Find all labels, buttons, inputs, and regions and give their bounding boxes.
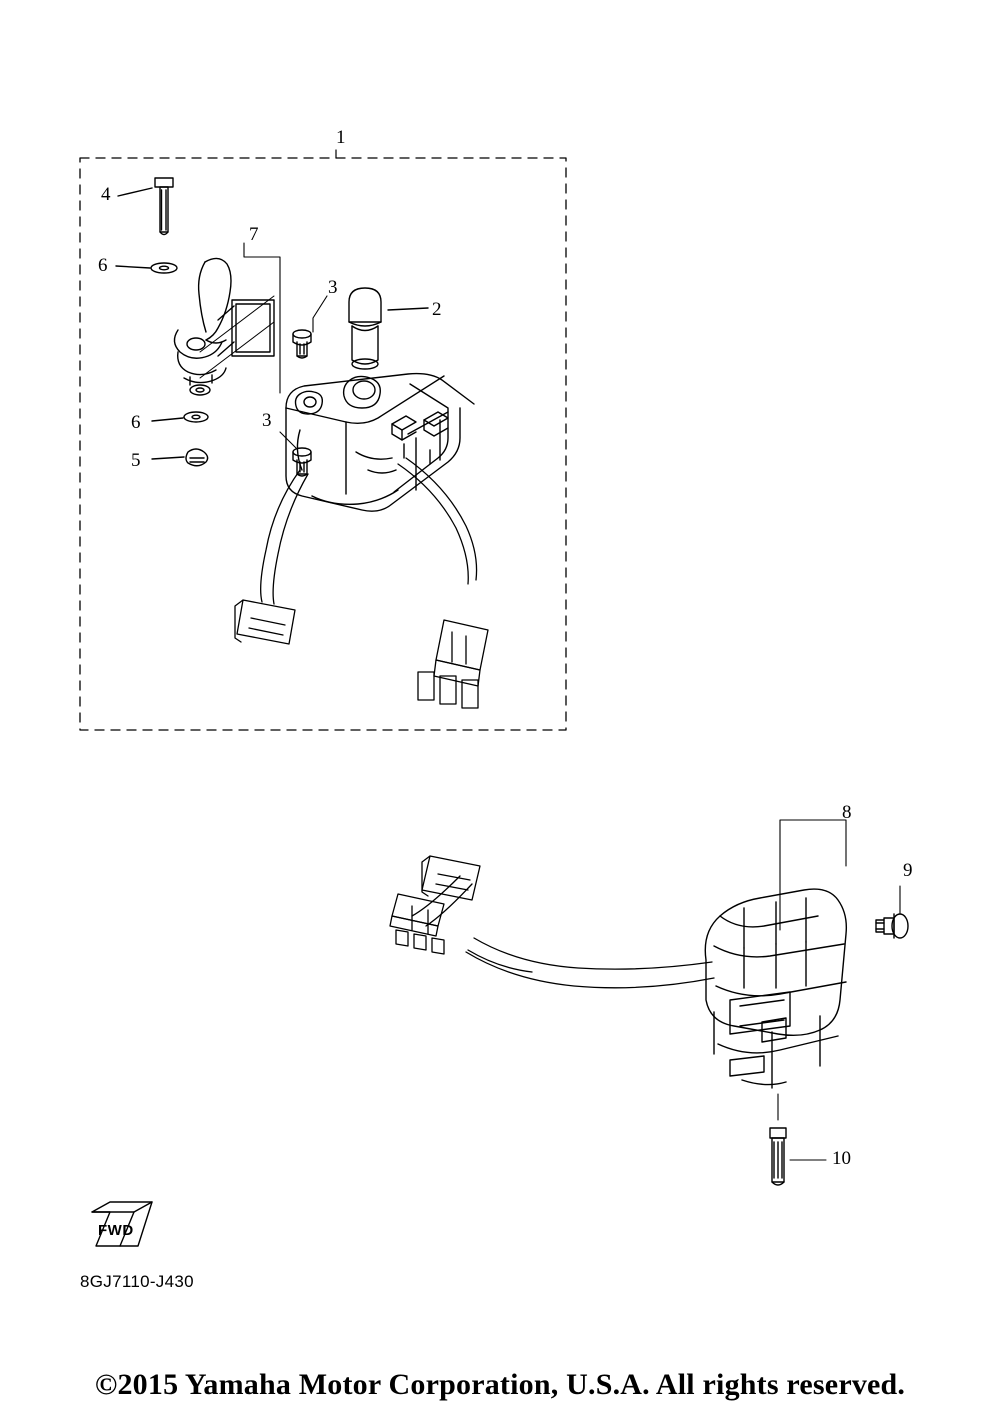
- part-5-clip: [186, 449, 208, 466]
- part-4-bolt: [155, 178, 173, 235]
- callout-7: 7: [249, 224, 259, 245]
- leader-5: [152, 457, 184, 459]
- callout-10: 10: [832, 1148, 851, 1169]
- part-7-lever: [174, 258, 274, 395]
- leader-3-upper: [313, 296, 327, 332]
- leader-2: [388, 308, 428, 310]
- part-3-screw-lower: [293, 448, 311, 476]
- part-9-screw: [876, 914, 908, 938]
- callout-5: 5: [131, 450, 141, 471]
- callout-6-upper: 6: [98, 255, 108, 276]
- lower-wiring-harness: [390, 856, 714, 988]
- part-2-knob: [349, 288, 381, 369]
- callout-1: 1: [336, 127, 346, 148]
- callout-9: 9: [903, 860, 913, 881]
- part-1-switch-housing: [286, 374, 474, 512]
- part-8-handle-switch: [705, 889, 846, 1088]
- callout-6-lower: 6: [131, 412, 141, 433]
- part-6-washer-upper: [151, 263, 177, 273]
- callout-4: 4: [101, 184, 111, 205]
- callout-3-upper: 3: [328, 277, 338, 298]
- part-10-bolt: [770, 1128, 786, 1185]
- assembly-boundary-1: [80, 158, 566, 730]
- callout-2: 2: [432, 299, 442, 320]
- copyright-notice: ©2015 Yamaha Motor Corporation, U.S.A. All rights reserved.: [94, 1368, 906, 1401]
- part-6-washer-lower: [184, 412, 208, 422]
- callout-3-lower: 3: [262, 410, 272, 431]
- leader-6-lower: [152, 418, 183, 421]
- leader-8: [780, 820, 846, 930]
- leader-6-upper: [116, 266, 150, 268]
- part-number-label: 8GJ7110-J430: [80, 1272, 194, 1291]
- leader-4: [118, 188, 152, 196]
- fwd-label: FWD: [98, 1222, 134, 1239]
- part-3-screw-upper: [293, 330, 311, 358]
- leader-3-lower: [280, 432, 296, 448]
- callout-8: 8: [842, 802, 852, 823]
- part-1-wiring-harness: [235, 458, 488, 708]
